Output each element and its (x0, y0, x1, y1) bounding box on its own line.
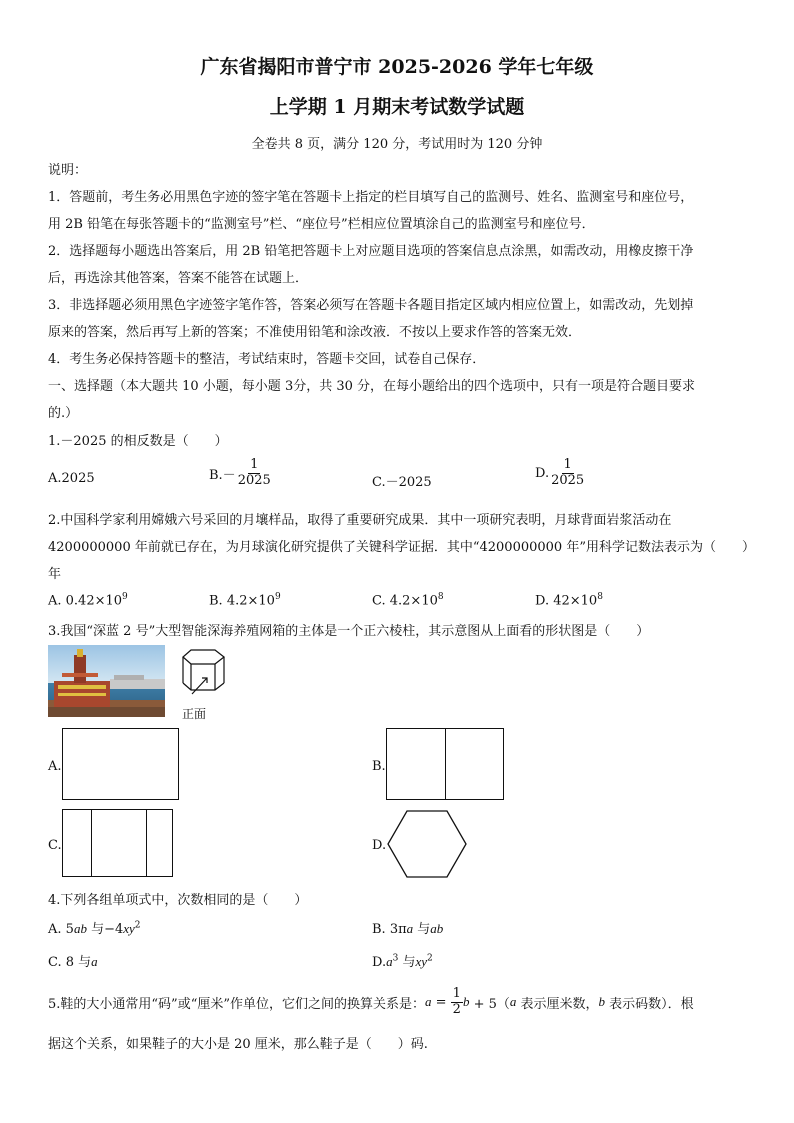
q2-option-b-exp: 9 (274, 592, 281, 602)
variable: xy (123, 921, 135, 936)
q1-option-d (535, 458, 586, 489)
subtitle: 全卷共 8 页，满分 120 分，考试用时为 120 分钟 (251, 137, 543, 152)
variable: a (509, 994, 517, 1010)
variable: b (598, 994, 606, 1010)
aquaculture-cage-photo (48, 645, 165, 717)
q2-line2: 4200000000 年前就已存在，为月球演化研究提供了关键科学证据．其中“4200000000 年”用科学记数法表示为（ ） (48, 540, 755, 555)
text: A. 5 (48, 922, 74, 937)
fraction-denominator: 2 (452, 1001, 461, 1017)
q2-option-d (535, 592, 603, 608)
q3-option-a-rectangle (62, 728, 179, 800)
q1-option-d-fraction (549, 458, 586, 489)
variable: b (462, 994, 470, 1010)
q2-option-d-exp: 8 (597, 592, 603, 602)
q5-fraction (451, 987, 463, 1018)
variable: a (425, 994, 432, 1010)
section1-line1: 一、选择题（本大题共 10 小题，每小题 3分，共 30 分，在每小题给出的四个选项中，只有一项是符合题目要求 (48, 379, 696, 394)
divider-line (91, 810, 92, 876)
text: C. 8 与 (48, 955, 92, 970)
variable: ab (73, 921, 87, 936)
q3-option-b-label: B. (372, 759, 386, 774)
variable: a (406, 921, 414, 936)
q4-stem: 4.下列各组单项式中，次数相同的是（ ） (48, 893, 308, 908)
title-line2: 上学期 1 月期末考试数学试题 (269, 96, 525, 118)
q2-option-c (372, 592, 444, 608)
hexagonal-prism-icon (180, 648, 236, 696)
exponent: 2 (427, 953, 433, 964)
variable: a (386, 954, 393, 969)
q4-option-b (372, 918, 443, 937)
q2-option-a-exp: 9 (122, 592, 128, 602)
q1-option-b (209, 458, 273, 489)
q2-option-c-text: C. 4.2×10 (372, 593, 438, 609)
q1-option-d-prefix: D. (535, 465, 550, 481)
q2-option-c-exp: 8 (437, 592, 444, 602)
exponent: 2 (134, 920, 141, 931)
q2-option-b (209, 592, 281, 608)
fraction-numerator: 1 (452, 986, 461, 1001)
fraction-denominator: 2025 (237, 472, 271, 488)
text: B. 3π (372, 922, 407, 937)
q1-option-c: C.－2025 (372, 475, 432, 490)
q2-line1: 2.中国科学家利用嫦娥六号采回的月壤样品，取得了重要研究成果．其中一项研究表明，月球背面岩浆活动在 (48, 513, 672, 528)
divider-line (146, 810, 147, 876)
note-line: 1．答题前，考生务必用黑色字迹的签字笔在答题卡上指定的栏目填写自己的监测号、姓名、监测室号和座位号， (48, 190, 694, 205)
q4-option-a (48, 918, 141, 937)
notes-heading: 说明： (48, 163, 88, 178)
q3-option-a-label: A. (48, 759, 62, 774)
q4-option-d (372, 951, 433, 970)
text: 与−4 (86, 922, 124, 937)
q1-stem: 1.－2025 的相反数是（ ） (48, 434, 228, 449)
q3-option-c-label: C. (48, 838, 62, 853)
text: = (431, 994, 451, 1010)
text: 与 (398, 955, 416, 970)
variable: xy (415, 954, 428, 969)
q2-option-d-text: D. 42×10 (535, 593, 598, 609)
q1-option-b-prefix: B.－ (209, 467, 236, 483)
q3-option-b-rectangle (386, 728, 504, 800)
text: 表示码数）．根 (605, 996, 694, 1012)
variable: ab (430, 921, 444, 936)
fraction-numerator: 1 (563, 457, 572, 472)
front-label: 正面 (182, 707, 207, 721)
q3-stem: 3.我国“深蓝 2 号”大型智能深海养殖网箱的主体是一个正六棱柱，其示意图从上面看的形状图是（ ） (48, 624, 650, 639)
q1-option-b-fraction (236, 458, 273, 489)
q3-option-c-rectangle (62, 809, 173, 877)
q5-line1 (48, 987, 694, 1018)
q2-option-b-text: B. 4.2×10 (209, 593, 275, 609)
q1-option-a: A.2025 (48, 471, 95, 486)
text: D. (372, 955, 387, 970)
note-line: 后，再选涂其他答案，答案不能答在试题上． (48, 271, 309, 286)
q2-option-a (48, 592, 128, 608)
q2-option-a-text: A. 0.42×10 (48, 593, 123, 609)
note-line: 用 2B 铅笔在每张答题卡的“监测室号”栏、“座位号”栏相应位置填涂自己的监测室号和座位号． (48, 217, 595, 232)
q3-option-d-hexagon (386, 809, 468, 879)
note-line: 4．考生务必保持答题卡的整洁，考试结束时，答题卡交回，试卷自己保存． (48, 352, 486, 367)
section1-line2: 的.） (48, 406, 79, 421)
title-line1: 广东省揭阳市普宁市 2025-2026 学年七年级 (200, 56, 594, 78)
fraction-numerator: 1 (250, 457, 259, 472)
divider-line (445, 729, 446, 799)
text: 表示厘米数， (516, 996, 599, 1012)
note-line: 原来的答案，然后再写上新的答案；不准使用铅笔和涂改液．不按以上要求作答的答案无效． (48, 325, 582, 340)
text: + 5（ (469, 996, 510, 1012)
exponent: 3 (392, 953, 399, 964)
q5-line2: 据这个关系，如果鞋子的大小是 20 厘米，那么鞋子是（ ）码. (48, 1037, 428, 1052)
note-line: 3．非选择题必须用黑色字迹签字笔作答，答案必须写在答题卡各题目指定区域内相应位置上，如需改动，先划掉 (48, 298, 694, 313)
note-line: 2．选择题每小题选出答案后，用 2B 铅笔把答题卡上对应题目选项的答案信息点涂黑，如需改动，用橡皮擦干净 (48, 244, 694, 259)
q3-option-d-label: D. (372, 838, 387, 853)
q4-option-c (48, 951, 98, 970)
fraction-denominator: 2025 (551, 472, 585, 488)
text: 与 (413, 922, 431, 937)
q2-line3: 年 (48, 567, 62, 582)
variable: a (91, 954, 98, 969)
text: 5.鞋的大小通常用“码”或“厘米”作单位，它们之间的换算关系是： (48, 996, 425, 1012)
